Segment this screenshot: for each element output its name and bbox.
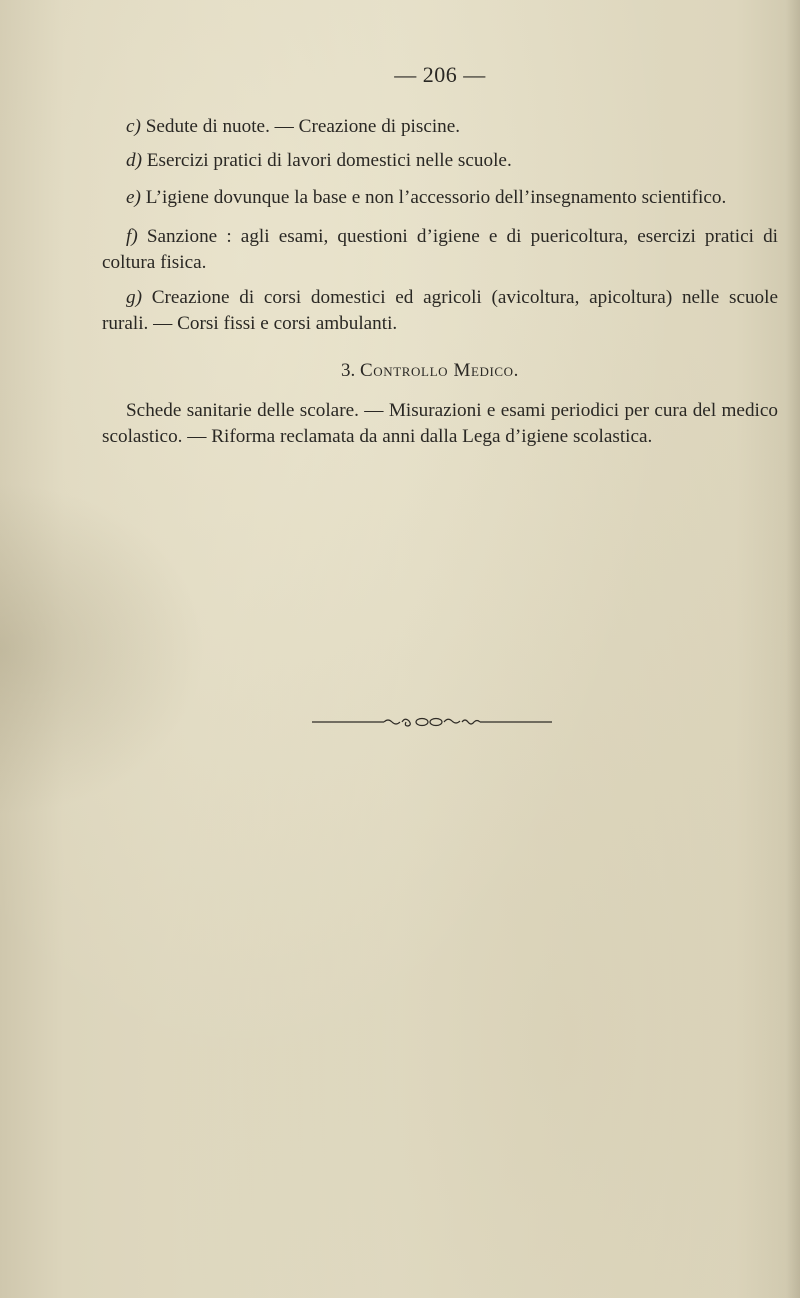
divider-ornament xyxy=(384,719,480,727)
section-number: 3. xyxy=(340,360,356,381)
ornamental-divider xyxy=(312,714,552,730)
item-text: Sedute di nuote. — Creazione di piscine. xyxy=(140,116,461,137)
item-letter: d) xyxy=(126,150,142,171)
page-number: — 206 — xyxy=(394,62,486,87)
section-paragraph-text: Schede sanitarie delle scolare. — Misurazioni e esami periodici per cura del medico scolastico. — Riforma reclamata da anni dalla Lega d’igiene scolastica. xyxy=(102,400,778,447)
item-text: Sanzione : agli esami, questioni d’igiene e di puericoltura, esercizi pratici di coltura fisica. xyxy=(102,226,778,273)
item-letter: c) xyxy=(126,116,141,137)
section-title: Controllo Medico. xyxy=(359,360,520,381)
item-letter: f) xyxy=(126,226,138,247)
list-item-f xyxy=(102,224,778,276)
section-heading xyxy=(30,360,800,382)
item-text: L’igiene dovunque la base e non l’accessorio dell’insegnamento scientifico. xyxy=(140,187,727,208)
list-item-e xyxy=(102,185,778,211)
section-paragraph xyxy=(102,398,778,450)
page-edge-shadow xyxy=(786,0,800,1298)
item-text: Creazione di corsi domestici ed agricoli (avicoltura, apicoltura) nelle scuole rurali. — Corsi fissi e corsi ambulanti. xyxy=(102,287,778,334)
item-letter: g) xyxy=(126,287,142,308)
list-item-c xyxy=(102,114,778,140)
list-item-g xyxy=(102,285,778,337)
item-text: Esercizi pratici di lavori domestici nelle scuole. xyxy=(141,150,512,171)
item-letter: e) xyxy=(126,187,141,208)
list-item-d xyxy=(102,148,778,174)
